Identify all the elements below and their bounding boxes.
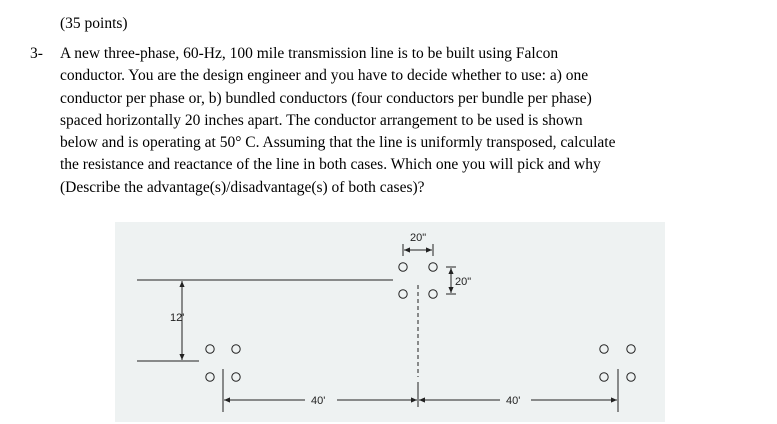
question-line-7: (Describe the advantage(s)/disadvantage(s) of both cases)? [60, 178, 425, 196]
conductor-right-top-right [627, 345, 635, 353]
conductor-left-top-right [232, 345, 240, 353]
bundle-h-spacing-label: 20" [410, 232, 427, 244]
question-number: 3- [30, 45, 43, 62]
question-line-3: conductor per phase or, b) bundled conductors (four conductors per bundle per phase) [60, 89, 592, 107]
conductor-center-top-right [429, 263, 437, 271]
question-line-4: spaced horizontally 20 inches apart. The conductor arrangement to be used is shown [60, 111, 583, 129]
points-label: (35 points) [60, 15, 128, 32]
phase-spacing-left-label: 40' [311, 395, 326, 407]
question-text [60, 43, 760, 199]
conductor-right-bottom-right [627, 373, 635, 381]
conductor-center-bottom-left [399, 290, 407, 298]
conductor-center-top-left [399, 263, 407, 271]
conductor-arrangement-figure [115, 222, 665, 422]
conductor-diagram [115, 222, 665, 422]
question-line-1: A new three-phase, 60-Hz, 100 mile transmission line is to be built using Falcon [60, 45, 559, 62]
conductor-left-top-left [206, 345, 214, 353]
question-line-5: below and is operating at 50° C. Assuming that the line is uniformly transposed, calculate [60, 134, 616, 152]
question-line-6: the resistance and reactance of the line in both cases. Which one you will pick and why [60, 156, 601, 174]
conductor-center-bottom-right [429, 290, 437, 298]
conductor-left-bottom-right [232, 373, 240, 381]
bundle-v-spacing-label: 20" [455, 276, 472, 288]
conductor-right-bottom-left [600, 373, 608, 381]
conductor-right-top-left [600, 345, 608, 353]
phase-spacing-right-label: 40' [506, 395, 521, 407]
height-offset-label: 12' [170, 312, 185, 324]
conductor-left-bottom-left [206, 373, 214, 381]
question-line-2: conductor. You are the design engineer and you have to decide whether to use: a) one [60, 67, 589, 85]
